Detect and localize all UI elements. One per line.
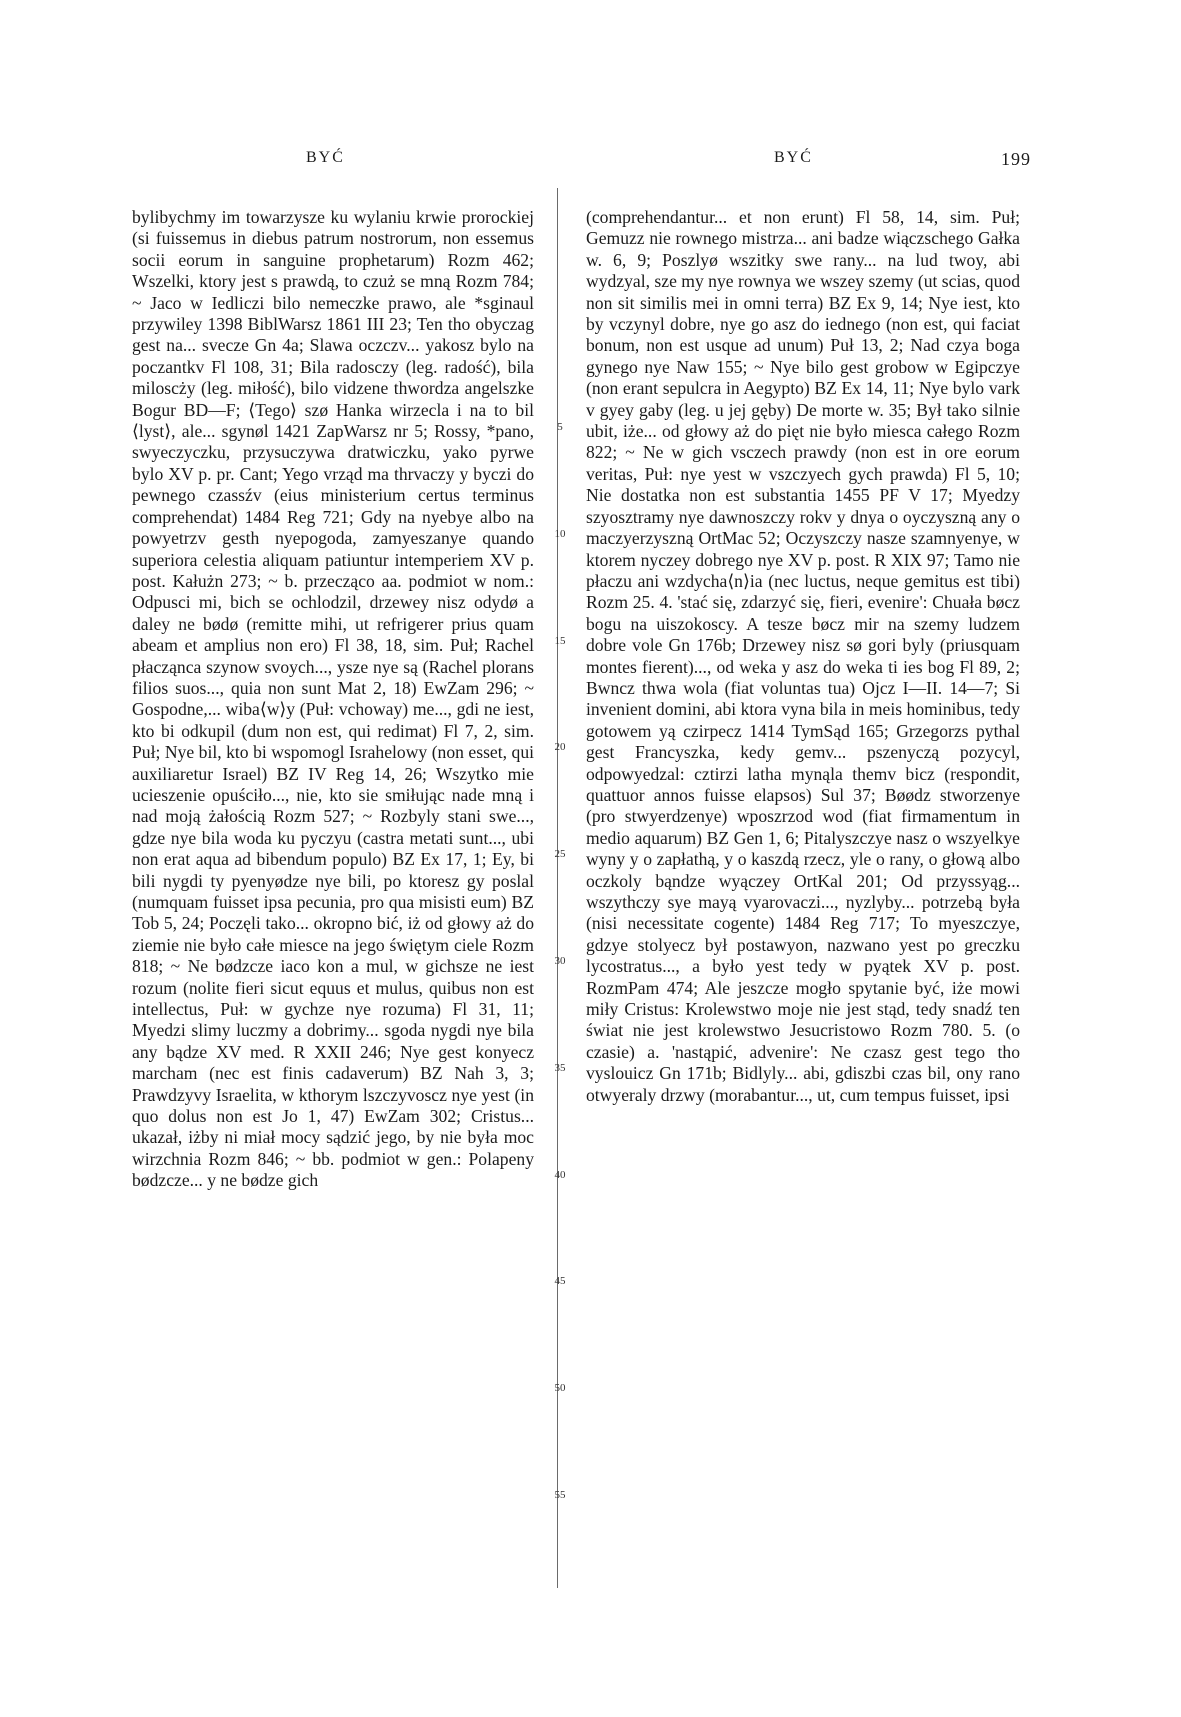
line-number: 25	[554, 848, 566, 860]
right-running-head: BYĆ	[774, 149, 813, 166]
line-number: 20	[554, 741, 566, 753]
page-number: 199	[1001, 149, 1031, 169]
left-column-text: bylibychmy im towarzysze ku wylaniu krwie prorockiej (si fuissemus in diebus patrum nostrorum, non essemus socii eorum in sanguine prophetarum) Rozm 462; Wszelki, ktory jest s prawdą, to czuż se mną Rozm 784; ~ Jaco w Iedliczi bilo nemeczke prawo, ale *sginaul przywiley 1398 BiblWarsz 1861 III 23; Ten tho obyczag gest na... svecze Gn 4a; Slawa oczczv... yakosz bylo na poczantkv Fl 108, 31; Bila radosczy (leg. radość), bila miloscży (leg. miłość), bilo vidzene thwordza angelszke Bogur BD—F; ⟨Tego⟩ szø Hanka wirzecla i na to bil ⟨lyst⟩, ale... sgynøl 1421 ZapWarsz nr 5; Rossy, *pano, swyeczyczku, przysuczywa dratwiczku, yako pyrwe bylo XV p. pr. Cant; Yego vrząd ma thrvaczy y byczi do pewnego czassźv (eius ministerium certus terminus comprehendat) 1484 Reg 721; Gdy na nyebye albo na powyetrzv gesth nyepogoda, zamyeszanye quando superiora celestia aliquam patiuntur intemperiem XV p. post. Kałużn 273; ~ b. przecząco aa. podmiot w nom.: Odpusci mi, bich se ochlodzil, drzewey nisz odydø a daley ne bødø (remitte mihi, ut refrigerer prius quam abeam et amplius non ero) Fl 38, 18, sim. Puł; Rachel płacząnca szynow svoych..., ysze nye są (Rachel plorans filios suos..., quia non sunt Mat 2, 18) EwZam 296; ~ Gospodne,... wiba⟨w⟩y (Puł: vchoway) me..., gdi ne iest, kto bi odkupil (dum non est, qui redimat) Fl 7, 2, sim. Puł; Nye bil, kto bi wspomogl Israhelowy (non esset, qui auxiliaretur Israel) BZ IV Reg 14, 26; Wszytko mie ucieszenie opuściło..., nie, kto sie smiłując nade mną i nad moją żałością Rozm 527; ~ Rozbyly stani swe..., gdze nye bila woda ku pyczyu (castra metati sunt..., ubi non erat aqua ad bibendum populo) BZ Ex 17, 1; Ey, bi bili nygdi ty pyenyødze nye bili, po ktoresz gy poslal (numquam fuisset ipsa pecunia, pro qua misisti eum) BZ Tob 5, 24; Poczęli tako... okropno bić, iż od głowy aż do ziemie nie było całe miesce na jego świętym ciele Rozm 818; ~ Ne bødzcze iaco kon a mul, w gichsze ne iest rozum (nolite fieri sicut equus et mulus, quibus non est intellectus, Puł: w gychze nye rozuma) Fl 31, 11; Myedzi slimy luczmy a dobrimy... sgoda nygdi nye bila any bądze XV med. R XXII 246; Nye gest konyecz marcham (nec est finis cadaverum) BZ Nah 3, 3; Prawdzyvy Israelita, w kthorym lszczyvoscz nye yest (in quo dolus non est Jo 1, 47) EwZam 302; Cristus... ukazał, iżby ni miał mocy sądzić jego, by nie była moc wirzchnia Rozm 846; ~ bb. podmiot w gen.: Polapeny bødzcze... y ne bødze gich	[132, 207, 534, 1191]
line-number: 5	[557, 421, 563, 433]
line-number: 50	[554, 1382, 566, 1394]
right-column	[586, 207, 1020, 1657]
right-column-text: (comprehendantur... et non erunt) Fl 58, 14, sim. Puł; Gemuzz nie rownego mistrza... ani badze wiączschego Gałka w. 6, 9; Poszlyø wszitky swe rany... na lud twoy, abi wydzyal, sze my nye rownya we wszey szemy (ut scias, quod non sit similis mei in omni terra) BZ Ex 9, 14; Nye iest, kto by vczynyl dobre, nye go asz do iednego (non est, qui faciat bonum, non est usque ad unum) Puł 13, 2; Nad czya boga gynego nye Naw 155; ~ Nye bilo gest grobow w Egipczye (non erant sepulcra in Aegypto) BZ Ex 14, 11; Nye bylo vark v gyey gaby (leg. u jej gęby) De morte w. 35; Był tako silnie ubit, iże... od głowy aż do pięt nie było miesca całego Rozm 822; ~ Ne w gich vsczech prawdy (non est in ore eorum veritas, Puł: nye yest w vszczyech gych prawda) Fl 5, 10; Nie dostatka non est substantia 1455 PF V 17; Myedzy szyosztramy nye dawnoszczy rokv y dnya o oyczyszną any o maczyerzyszną OrtMac 52; Oczyszczy nasze szamnyenye, w ktorem nyczey dobrego nye XV p. post. R XIX 97; Tamo nie płaczu ani wzdycha⟨n⟩ia (nec luctus, neque gemitus est tibi) Rozm 25. 4. 'stać się, zdarzyć się, fieri, evenire': Chuała bøcz bogu na uiszokoscy. A tesze bøcz mir na szemy ludzem dobre vole Gn 176b; Drzewey nisz sø gori byly (priusquam montes fierent)..., od weka y asz do weka ti ies bog Fl 89, 2; Bwncz thwa wola (fiat voluntas tua) Ojcz I—II. 14—7; Si invenient domini, abi ktora vyna bila in meis hominibus, tedy gotowem yą czirpecz 1414 TymSąd 165; Grzegorzs pythal gest Francyszka, kedy gemv... pszenyczą pozycyl, odpowyedzal: cztirzi latha mynąla themv bicz (respondit, quattuor annos fuisse elapsos) Sul 37; Bøødz stworzenye (pro stwyerdzenye) wposzrzod wod (fiat firmamentum in medio aquarum) BZ Gen 1, 6; Pitalyszczye nasz o wszyelkye wyny y o zapłathą, y o kaszdą rzecz, yle o rany, o głową albo oczkoly bąndze wyączey OrtKal 201; Od przyssyąg... wszythczy sye mayą vyarovaczi..., nyzlyby... potrzebą była (nisi necessitate cogente) 1484 Reg 717; To myeszczye, gdzye stolyecz był postawyon, nazwano yest po greczku lycostratus..., a było yest tedy w pyątek XV p. post. RozmPam 474; Ale jeszcze mogło spytanie być, iże mowi miły Cristus: Krolewstwo moje nie jest stąd, tedy snadź ten świat nie jest krolewstwo Jesucristowo Rozm 780. 5. (o czasie) a. 'nastąpić, advenire': Ne czasz gest tego tho vyslouicz Gn 171b; Bidlyly... abi, gdiszbi czas bil, ony rano otwyeraly drzwy (morabantur..., ut, cum tempus fuisset, ipsi	[586, 207, 1020, 1105]
line-number: 10	[554, 528, 566, 540]
line-number: 40	[554, 1169, 566, 1181]
line-number: 15	[554, 635, 566, 647]
line-number: 30	[554, 955, 566, 967]
left-running-head: BYĆ	[306, 149, 345, 166]
line-number: 35	[554, 1062, 566, 1074]
line-number: 45	[554, 1275, 566, 1287]
column-divider	[557, 188, 558, 1588]
line-number: 55	[554, 1489, 566, 1501]
left-column	[132, 207, 534, 1657]
